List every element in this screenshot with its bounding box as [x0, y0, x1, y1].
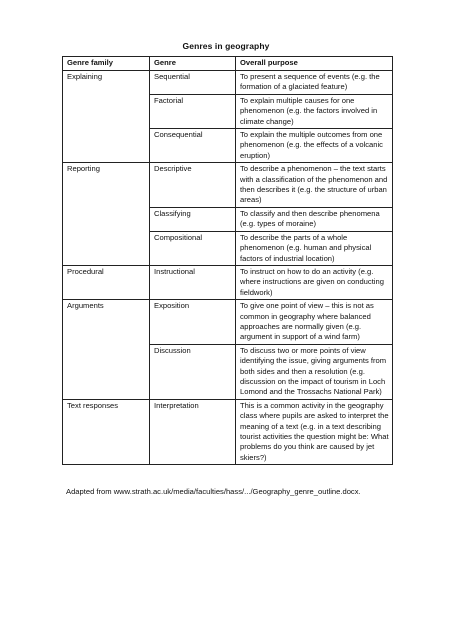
document-title: Genres in geography — [182, 41, 270, 51]
genre-family-cell: Reporting — [63, 163, 150, 266]
purpose-cell: To give one point of view – this is not as common in geography where balanced approaches are normally given (e.g. argument in support of a wind farm) — [236, 300, 393, 345]
purpose-cell: To present a sequence of events (e.g. the formation of a glaciated feature) — [236, 71, 393, 95]
genre-family-cell: Procedural — [63, 265, 150, 299]
genre-cell: Discussion — [150, 344, 236, 399]
genre-cell: Instructional — [150, 265, 236, 299]
genres-table — [62, 56, 393, 465]
table-row — [63, 71, 393, 95]
purpose-cell: To describe a phenomenon – the text starts with a classification of the phenomenon and then describes it (e.g. the structure of urban areas) — [236, 163, 393, 208]
table-row — [63, 399, 393, 464]
header-genre-family: Genre family — [63, 57, 150, 71]
genre-family-cell: Arguments — [63, 300, 150, 400]
purpose-cell: To instruct on how to do an activity (e.g. where instructions are given on conducting fieldwork) — [236, 265, 393, 299]
table-row — [63, 265, 393, 299]
genre-cell: Exposition — [150, 300, 236, 345]
purpose-cell: To discuss two or more points of view identifying the issue, giving arguments from both sides and then a resolution (e.g. discussion on the impact of tourism in Loch Lomond and the Trossachs National Park) — [236, 344, 393, 399]
genre-cell: Consequential — [150, 129, 236, 163]
genre-cell: Interpretation — [150, 399, 236, 464]
genre-cell: Sequential — [150, 71, 236, 95]
purpose-cell: To explain the multiple outcomes from one phenomenon (e.g. the effects of a volcanic eruption) — [236, 129, 393, 163]
genre-cell: Descriptive — [150, 163, 236, 208]
source-note: Adapted from www.strath.ac.uk/media/faculties/hass/.../Geography_genre_outline.docx. — [66, 487, 361, 496]
genre-family-cell: Text responses — [63, 399, 150, 464]
purpose-cell: To describe the parts of a whole phenomenon (e.g. human and physical factors of industrial location) — [236, 231, 393, 265]
header-overall-purpose: Overall purpose — [236, 57, 393, 71]
table-header-row — [63, 57, 393, 71]
purpose-cell: To classify and then describe phenomena (e.g. types of moraine) — [236, 207, 393, 231]
genre-cell: Compositional — [150, 231, 236, 265]
genre-cell: Factorial — [150, 94, 236, 128]
genre-family-cell: Explaining — [63, 71, 150, 163]
purpose-cell: This is a common activity in the geography class where pupils are asked to interpret the meaning of a text (e.g. in a text describing tourist activities the question might be: What problems do you think are caused by jet skiers?) — [236, 399, 393, 464]
genre-cell: Classifying — [150, 207, 236, 231]
table-row — [63, 300, 393, 345]
table-row — [63, 163, 393, 208]
purpose-cell: To explain multiple causes for one phenomenon (e.g. the factors involved in climate change) — [236, 94, 393, 128]
header-genre: Genre — [150, 57, 236, 71]
